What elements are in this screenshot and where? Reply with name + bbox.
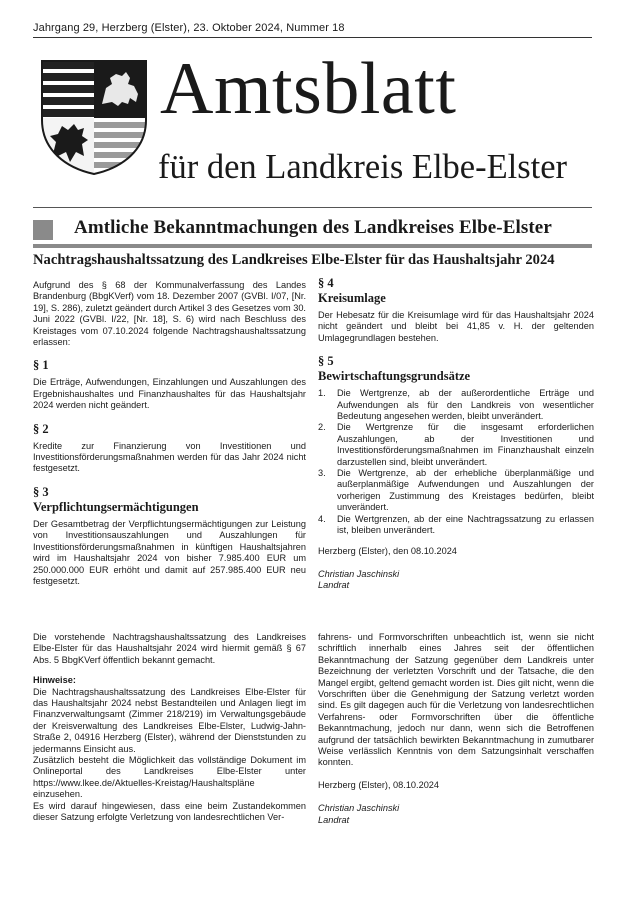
section-3-subheading: Verpflichtungsermächtigungen bbox=[33, 499, 199, 514]
landkreis-coat-of-arms-icon bbox=[38, 58, 150, 176]
announcement-text: Die vorstehende Nachtragshaushaltssatzung des Landkreises Elbe-Elster für das Haushaltsjahr 2024 wird hiermit gemäß § 67 Abs. 5 BbgKVerf öffentlich bekannt gemacht. bbox=[33, 632, 306, 665]
section-1-text: Die Erträge, Aufwendungen, Einzahlungen und Auszahlungen des Ergebnishaushaltes und Finanzhaushaltes für das Haushaltsjahr 2024 werden nicht geändert. bbox=[33, 377, 306, 411]
list-item: 2. Die Wertgrenze für die insgesamt erforderlichen Auszahlungen, ab der Investitionen und Investitionsförderungsmaßnahmen im Finanzhaushalt einzeln darzustellen sind, bleibt unverändert. bbox=[318, 422, 594, 467]
list-item: 4. Die Wertgrenzen, ab der eine Nachtragssatzung zu erlassen ist, bleiben unverändert. bbox=[318, 513, 594, 536]
place-date: Herzberg (Elster), den 08.10.2024 bbox=[318, 545, 457, 556]
notice-text-continued: fahrens- und Formvorschriften unbeachtlich ist, wenn sie nicht schriftlich innerhalb eines Jahres seit der öffentlichen Bekanntmachung der Satzung gegenüber dem Landkreis unter Bezeichnung der verletzten Vorschrift und der Tatsache, die den Mangel ergibt, geltend gemacht worden ist. Dies gilt nicht, wenn die Vorschriften über die Genehmigung der Satzung verletzt worden sind. Es gilt dagegen auch für die Verletzung von landesrechtlichen Verfahrens- oder Formvorschriften über die öffentliche Bekanntmachung, jedoch nur dann, wenn sich die Betroffenen aufgrund der tatsächlich bewirkten Bekanntmachung in zumutbarer Weise verlässlich Kenntnis von dem Satzungsinhalt verschaffen konnten. bbox=[318, 632, 594, 768]
notice-column-left bbox=[33, 632, 306, 824]
notice-column-right bbox=[318, 632, 594, 826]
list-item: 3. Die Wertgrenze, ab der erhebliche überplanmäßige und außerplanmäßige Aufwendungen und Auszahlungen der vorherigen Zustimmung des Kreistages bedürfen, bleibt unverändert. bbox=[318, 468, 594, 513]
section-divider-bottom bbox=[33, 244, 592, 248]
section-4-heading: § 4 bbox=[318, 276, 334, 290]
section-2-heading: § 2 bbox=[33, 421, 49, 436]
signer-name: Christian Jaschinski bbox=[318, 803, 400, 814]
issue-line: Jahrgang 29, Herzberg (Elster), 23. Oktober 2024, Nummer 18 bbox=[33, 22, 345, 34]
signer-role: Landrat bbox=[318, 580, 350, 591]
place-date: Herzberg (Elster), 08.10.2024 bbox=[318, 779, 440, 790]
signer-name: Christian Jaschinski bbox=[318, 568, 400, 579]
section-5-list bbox=[318, 388, 594, 536]
section-5-heading: § 5 bbox=[318, 354, 334, 369]
notice-text-start: Es wird darauf hingewiesen, dass eine beim Zustandekommen dieser Satzung erfolgte Verletzung von landesrechtlichen Ver- bbox=[33, 800, 306, 823]
issue-divider bbox=[33, 37, 592, 38]
signer-role: Landrat bbox=[318, 814, 350, 825]
section-5-subheading: Bewirtschaftungsgrundsätze bbox=[318, 369, 471, 384]
online-text: Zusätzlich besteht die Möglichkeit das vollständige Dokument im Onlineportal des Landkreises Elbe-Elster unter https://www.lkee.de/Aktuelles-Kreistag/Haushaltspläne einzusehen. bbox=[33, 755, 306, 800]
section-2-text: Kredite zur Finanzierung von Investitionen und Investitionsförderungsmaßnahmen werden für das Jahr 2024 nicht festgesetzt. bbox=[33, 440, 306, 474]
section-4-subheading: Kreisumlage bbox=[318, 291, 386, 305]
hints-text: Die Nachtragshaushaltssatzung des Landkreises Elbe-Elster für das Haushaltsjahr 2024 nebst Bestandteilen und Anlagen liegt im Finanzverwaltungsamt (Zimmer 218/219) im Verwaltungsgebäude der Kreisverwaltung des Landkreises Elbe-Elster, Ludwig-Jahn-Straße 2, 04916 Herzberg (Elster), während der Dienststunden zu jedermanns Einsicht aus. bbox=[33, 686, 306, 754]
masthead-title: Amtsblatt bbox=[160, 48, 457, 130]
preamble: Aufgrund des § 68 der Kommunalverfassung des Landes Brandenburg (BbgKVerf) vom 18. Dezember 2007 (GVBl. I/07, [Nr. 19], S. 286), zuletzt geändert durch Artikel 3 des Gesetzes vom 30. Juni 2022 (GVBl. I/22, [Nr. 18], S. 6) wird nach Beschluss des Kreistages vom 07.10.2024 folgende Nachtragshaushaltssatzung erlassen: bbox=[33, 280, 306, 348]
section-3-heading: § 3 bbox=[33, 484, 49, 499]
section-4-text: Der Hebesatz für die Kreisumlage wird für das Haushaltsjahr 2024 nicht geändert und bleibt bei 41,85 v. H. der geltenden Umlagegrundlagen bestehen. bbox=[318, 310, 594, 343]
section-divider-top bbox=[33, 207, 592, 208]
section-3-text: Der Gesamtbetrag der Verpflichtungsermächtigungen zur Leistung von Investitionsauszahlungen und Auszahlungen für Investitionsförderungsmaßnahmen in künftigen Haushaltsjahren wird im Haushaltsjahr 2024 von bisher 7.985.400 EUR um 250.000.000 EUR erhöht und damit auf 257.985.400 EUR neu festgesetzt. bbox=[33, 518, 306, 586]
section-heading: Amtliche Bekanntmachungen des Landkreises Elbe-Elster bbox=[74, 217, 552, 238]
masthead-subtitle: für den Landkreis Elbe-Elster bbox=[158, 148, 568, 186]
statute-title: Nachtragshaushaltssatzung des Landkreises Elbe-Elster für das Haushaltsjahr 2024 bbox=[33, 252, 555, 268]
list-item: 1. Die Wertgrenze, ab der außerordentliche Erträge und Aufwendungen als für den Landkreis von wesentlicher Bedeutung angesehen werden, bleibt unverändert. bbox=[318, 388, 594, 422]
section-1-heading: § 1 bbox=[33, 358, 49, 373]
statute-column-left bbox=[33, 280, 306, 587]
statute-column-right bbox=[318, 276, 594, 592]
hints-label: Hinweise: bbox=[33, 675, 76, 686]
section-marker bbox=[33, 220, 53, 240]
